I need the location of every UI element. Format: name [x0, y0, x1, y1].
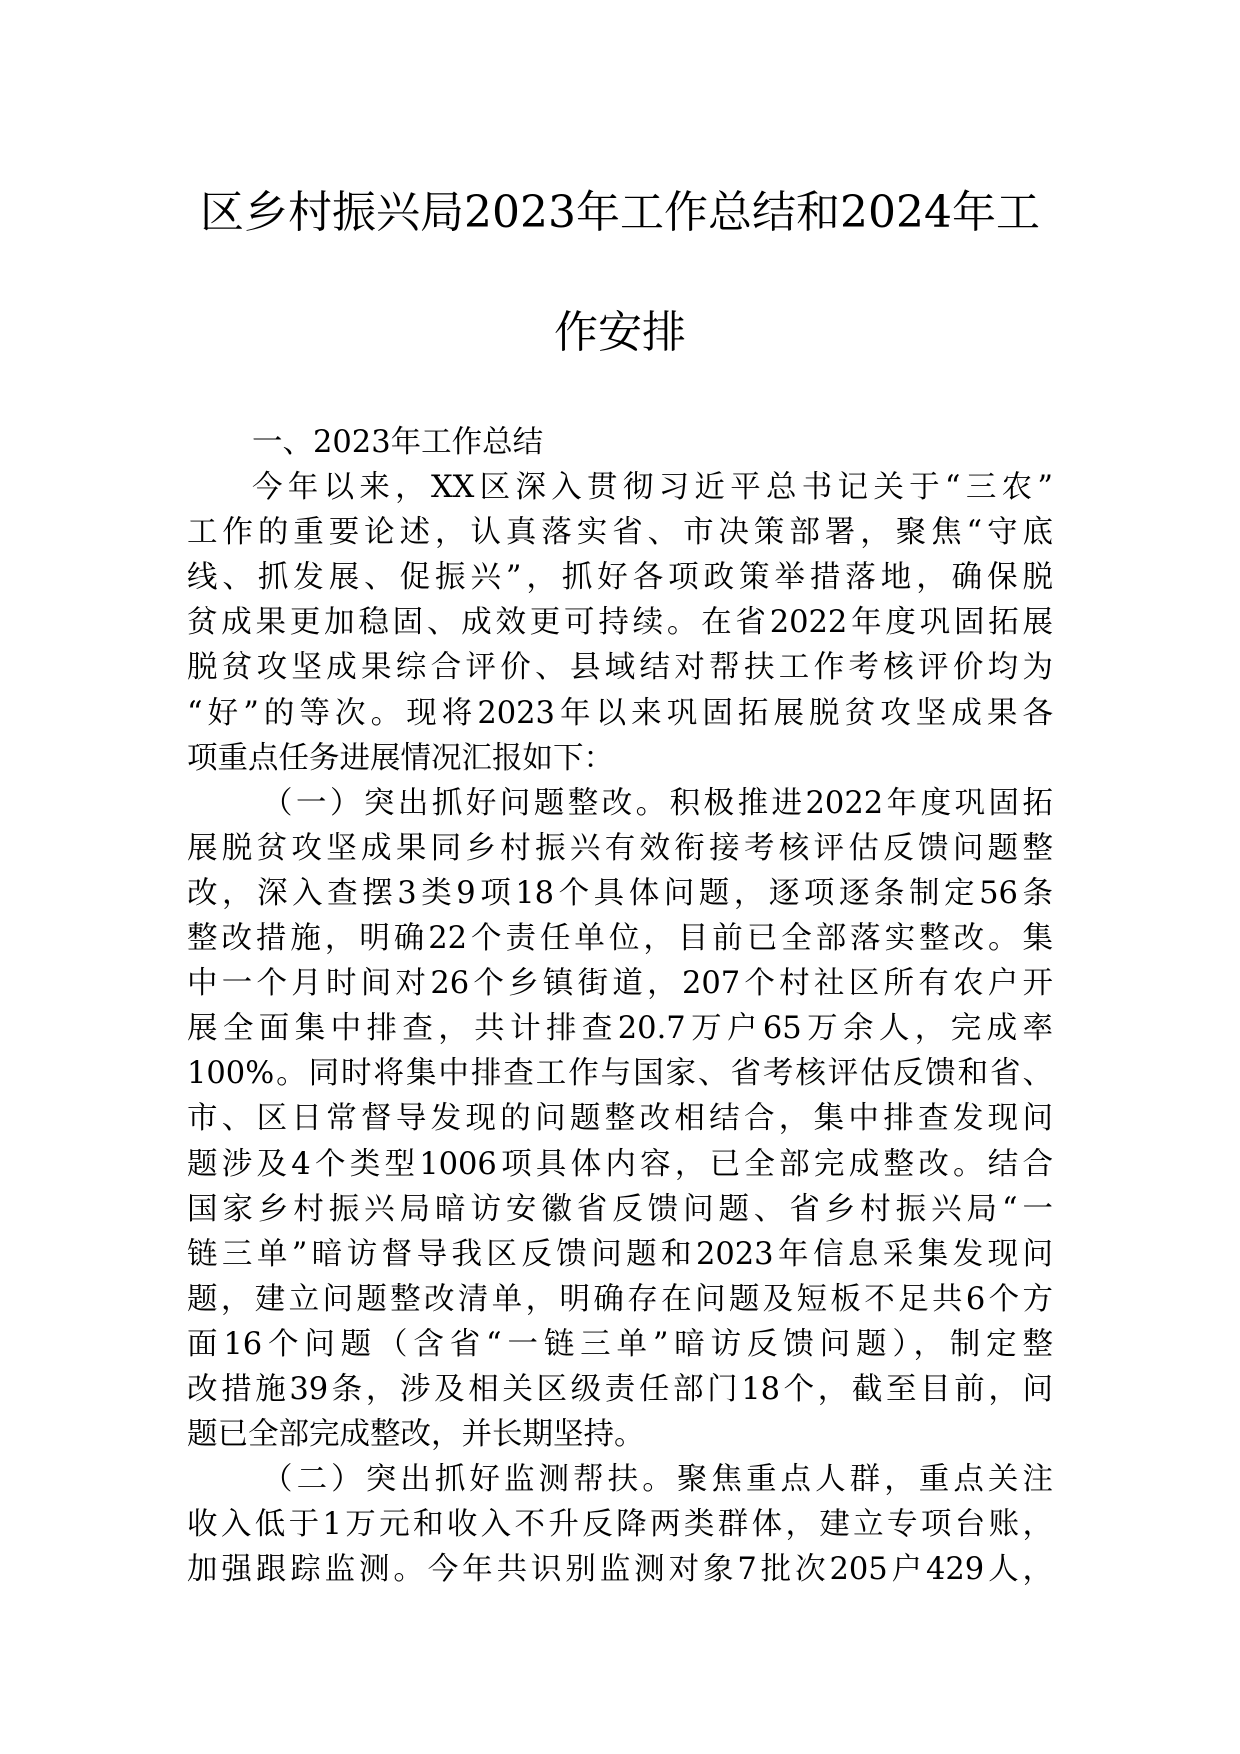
paragraph-line: 100%。同时将集中排查工作与国家、省考核评估反馈和省、 — [187, 1056, 1053, 1092]
paragraph-line: 改，深入查摆3类9项18个具体问题，逐项逐条制定56条 — [187, 875, 1053, 911]
paragraph-line: 整改措施，明确22个责任单位，目前已全部落实整改。集 — [187, 921, 1053, 957]
paragraph-line: 项重点任务进展情况汇报如下： — [187, 740, 614, 776]
paragraph-line: 中一个月时间对26个乡镇街道，207个村社区所有农户开 — [187, 966, 1053, 1002]
paragraph-line: 加强跟踪监测。今年共识别监测对象7批次205户429人， — [187, 1552, 1053, 1588]
paragraph-line: “好”的等次。现将2023年以来巩固拓展脱贫攻坚成果各 — [187, 695, 1053, 731]
document-title-line-1: 区乡村振兴局2023年工作总结和2024年工 — [200, 187, 1040, 238]
paragraph-line: 展脱贫攻坚成果同乡村振兴有效衔接考核评估反馈问题整 — [187, 830, 1053, 866]
subsection-line: （一）突出抓好问题整改。积极推进2022年度巩固拓 — [262, 785, 1053, 821]
subsection-line: （二）突出抓好监测帮扶。聚焦重点人群，重点关注 — [262, 1462, 1053, 1498]
paragraph-line: 链三单”暗访督导我区反馈问题和2023年信息采集发现问 — [187, 1236, 1053, 1272]
paragraph-line: 收入低于1万元和收入不升反降两类群体，建立专项台账， — [187, 1507, 1053, 1543]
paragraph-line: 脱贫攻坚成果综合评价、县域结对帮扶工作考核评价均为 — [187, 650, 1053, 686]
paragraph-line: 线、抓发展、促振兴”，抓好各项政策举措落地，确保脱 — [187, 560, 1053, 596]
paragraph-line: 题，建立问题整改清单，明确存在问题及短板不足共6个方 — [187, 1281, 1053, 1317]
paragraph-line: 面16个问题（含省“一链三单”暗访反馈问题），制定整 — [187, 1326, 1053, 1362]
paragraph-line: 题涉及4个类型1006项具体内容，已全部完成整改。结合 — [187, 1146, 1053, 1182]
paragraph-line: 展全面集中排查，共计排查20.7万户65万余人，完成率 — [187, 1011, 1053, 1047]
paragraph-line: 国家乡村振兴局暗访安徽省反馈问题、省乡村振兴局“一 — [187, 1191, 1053, 1227]
paragraph-line: 今年以来，XX区深入贯彻习近平总书记关于“三农” — [252, 470, 1053, 506]
document-title-line-2: 作安排 — [554, 307, 686, 358]
section-heading: 一、2023年工作总结 — [252, 425, 544, 460]
paragraph-line: 贫成果更加稳固、成效更可持续。在省2022年度巩固拓展 — [187, 605, 1053, 641]
paragraph-line: 工作的重要论述，认真落实省、市决策部署，聚焦“守底 — [187, 515, 1053, 551]
paragraph-line: 市、区日常督导发现的问题整改相结合，集中排查发现问 — [187, 1101, 1053, 1137]
document-body — [187, 420, 1053, 1592]
paragraph-line: 改措施39条，涉及相关区级责任部门18个，截至目前，问 — [187, 1371, 1053, 1407]
paragraph-line: 题已全部完成整改，并长期坚持。 — [187, 1417, 645, 1453]
